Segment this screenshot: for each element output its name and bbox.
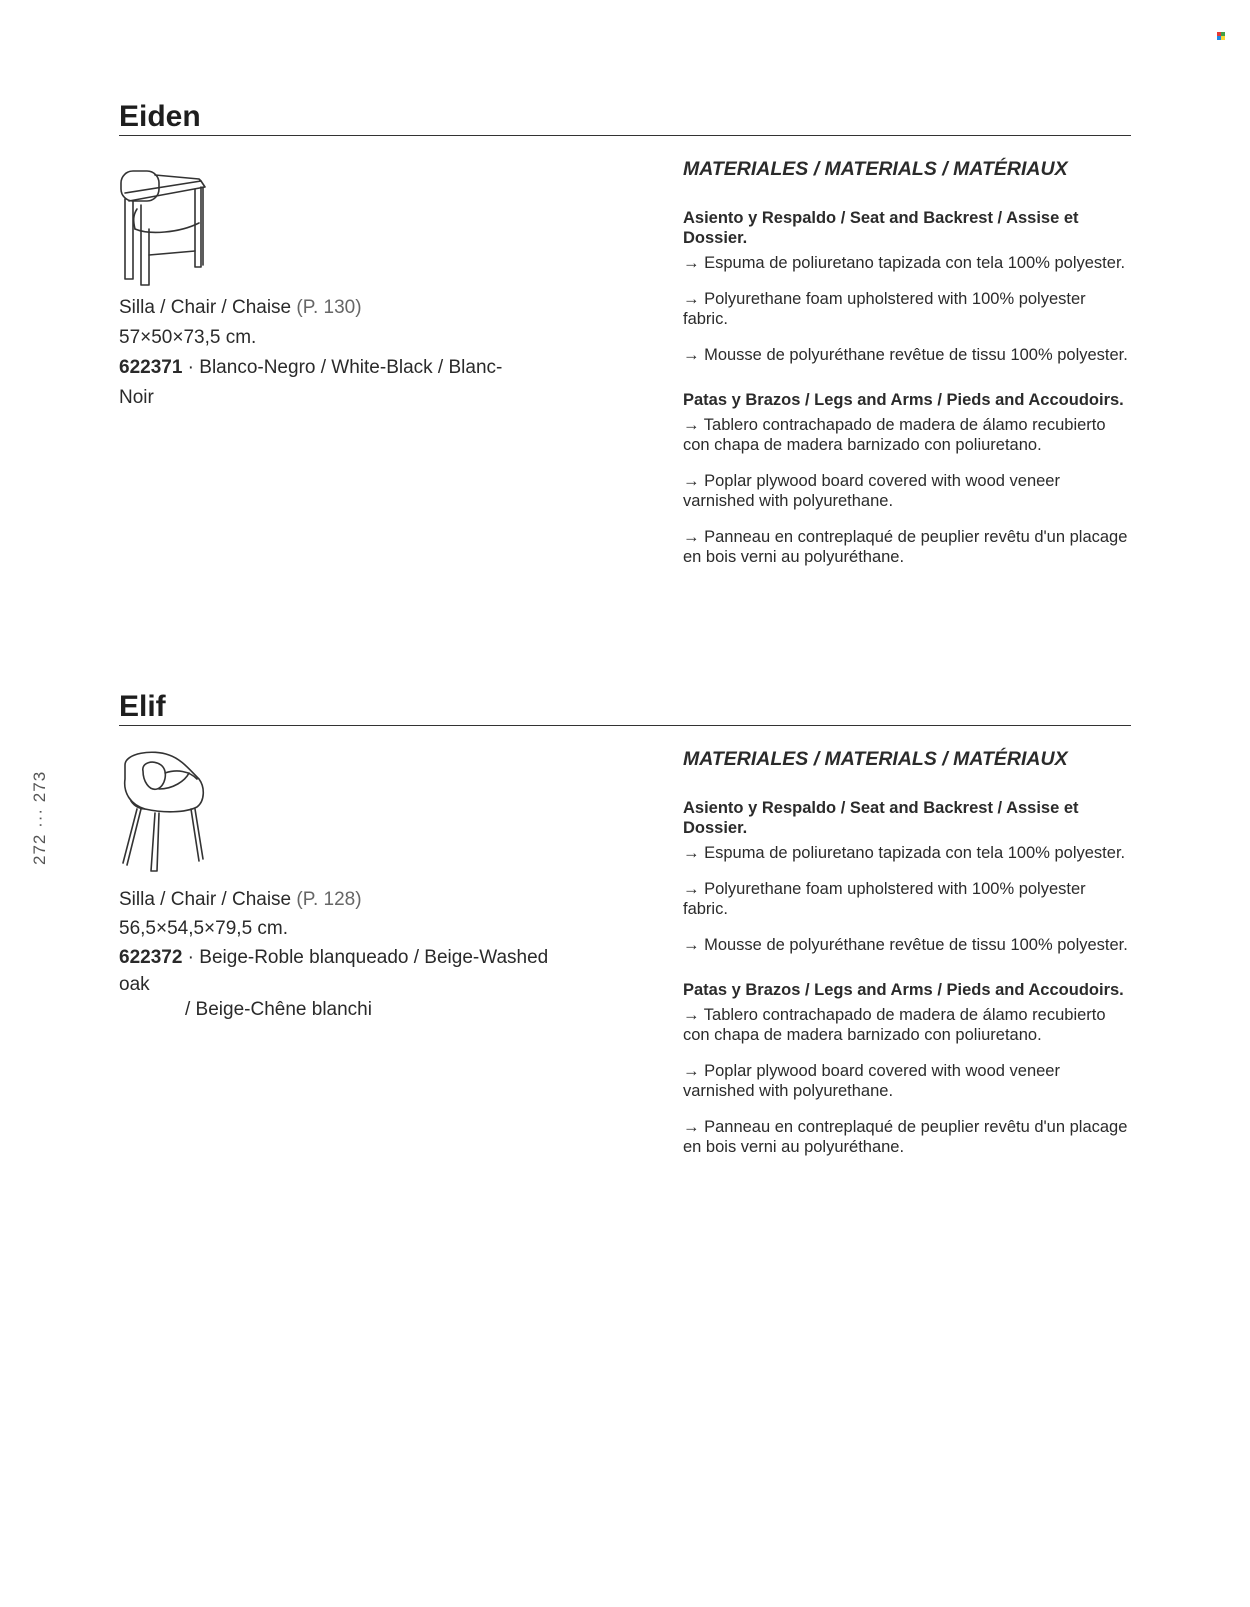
product-color-french: / Beige-Chêne blanchi bbox=[185, 999, 372, 1020]
product-color-continued: Noir bbox=[119, 387, 154, 408]
product-title: Elif bbox=[119, 690, 166, 723]
product-elif bbox=[119, 689, 1131, 1156]
material-line: → Polyurethane foam upholstered with 100% polyester fabric. bbox=[683, 290, 1086, 328]
section-title-seat: Asiento y Respaldo / Seat and Backrest / Assise et Dossier. bbox=[683, 799, 1079, 837]
material-line: → Mousse de polyuréthane revêtue de tissu 100% polyester. bbox=[683, 936, 1128, 954]
materials-panel bbox=[683, 747, 1131, 1157]
product-info bbox=[119, 293, 589, 413]
chair-tub-icon bbox=[119, 749, 209, 873]
title-divider bbox=[119, 135, 1131, 136]
product-title: Eiden bbox=[119, 100, 201, 133]
product-color: · Blanco-Negro / White-Black / Blanc- bbox=[182, 357, 503, 378]
section-title-legs: Patas y Brazos / Legs and Arms / Pieds and Accoudoirs. bbox=[683, 981, 1124, 999]
page-reference: (P. 128) bbox=[296, 889, 362, 910]
title-divider bbox=[119, 725, 1131, 726]
material-line: → Espuma de poliuretano tapizada con tela 100% polyester. bbox=[683, 844, 1126, 862]
material-line: → Polyurethane foam upholstered with 100% polyester fabric. bbox=[683, 880, 1086, 918]
product-color-continued: oak bbox=[119, 974, 150, 995]
materials-panel bbox=[683, 157, 1131, 567]
product-eiden bbox=[119, 99, 1131, 566]
product-code: 622372 bbox=[119, 947, 183, 968]
product-dimensions: 56,5×54,5×79,5 cm. bbox=[119, 918, 289, 939]
material-line: → Tablero contrachapado de madera de álamo recubierto con chapa de madera barnizado con poliuretano. bbox=[683, 416, 1106, 454]
section-title-legs: Patas y Brazos / Legs and Arms / Pieds and Accoudoirs. bbox=[683, 391, 1124, 409]
material-line: → Espuma de poliuretano tapizada con tela 100% polyester. bbox=[683, 254, 1126, 272]
material-line: → Poplar plywood board covered with wood veneer varnished with polyurethane. bbox=[683, 1062, 1060, 1100]
chair-armrest-icon bbox=[119, 165, 209, 289]
material-line: → Panneau en contreplaqué de peuplier revêtu d'un placage en bois verni au polyuréthane. bbox=[683, 1118, 1128, 1156]
material-line: → Tablero contrachapado de madera de álamo recubierto con chapa de madera barnizado con poliuretano. bbox=[683, 1006, 1106, 1044]
material-line: → Mousse de polyuréthane revêtue de tissu 100% polyester. bbox=[683, 346, 1128, 364]
color-registration-mark bbox=[1217, 32, 1225, 40]
page-reference: (P. 130) bbox=[296, 297, 362, 318]
material-line: → Panneau en contreplaqué de peuplier revêtu d'un placage en bois verni au polyuréthane. bbox=[683, 528, 1128, 566]
page-numbers: 272 ··· 273 bbox=[30, 770, 49, 865]
section-title-seat: Asiento y Respaldo / Seat and Backrest / Assise et Dossier. bbox=[683, 209, 1079, 247]
product-type: Silla / Chair / Chaise bbox=[119, 297, 292, 318]
materials-heading: MATERIALES / MATERIALS / MATÉRIAUX bbox=[683, 748, 1068, 770]
materials-heading: MATERIALES / MATERIALS / MATÉRIAUX bbox=[683, 158, 1068, 180]
product-type: Silla / Chair / Chaise bbox=[119, 889, 292, 910]
product-dimensions: 57×50×73,5 cm. bbox=[119, 327, 257, 348]
product-code: 622371 bbox=[119, 357, 183, 378]
product-info bbox=[119, 885, 589, 1022]
material-line: → Poplar plywood board covered with wood veneer varnished with polyurethane. bbox=[683, 472, 1060, 510]
product-color: · Beige-Roble blanqueado / Beige-Washed bbox=[182, 947, 549, 968]
